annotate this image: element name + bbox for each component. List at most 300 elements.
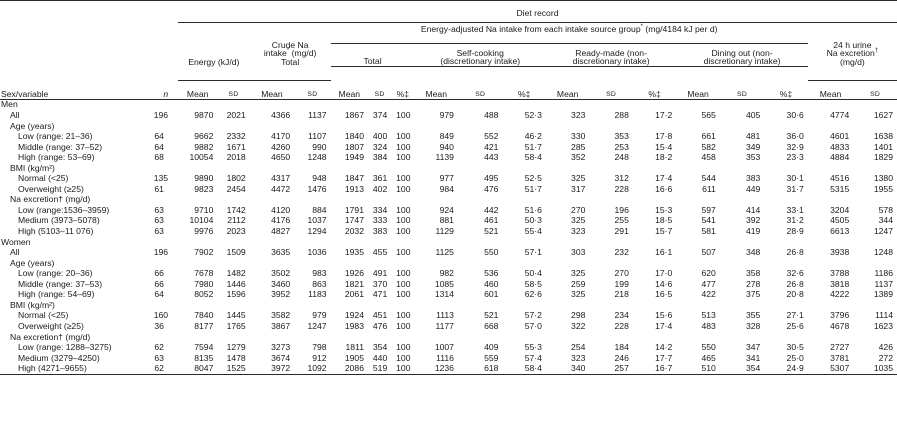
cell-value: 57·0 xyxy=(524,320,542,331)
cell-value: 248 xyxy=(614,152,629,163)
cell-value xyxy=(502,332,545,343)
cell-value: 270 xyxy=(614,268,629,279)
cell-value xyxy=(676,332,719,343)
cell-value: 1279 xyxy=(226,342,246,353)
cell-value: 323 xyxy=(571,226,586,237)
cell-value: 495 xyxy=(484,173,499,184)
cell-n: 196 xyxy=(153,110,169,121)
cell-value xyxy=(368,99,391,110)
cell-value: 5315 xyxy=(830,183,850,194)
cell-value xyxy=(391,121,414,132)
cell-value xyxy=(415,332,458,343)
col-crude-mean: Mean xyxy=(250,80,294,99)
cell-value: 565 xyxy=(701,110,716,121)
cell-value xyxy=(217,194,249,205)
col-ready-sd: SD xyxy=(589,80,632,99)
cell-value xyxy=(676,258,719,269)
cell-value: 1905 xyxy=(344,352,364,363)
cell-value: 349 xyxy=(745,141,761,152)
cell-value: 1840 xyxy=(344,131,364,142)
cell-value xyxy=(217,121,249,132)
cell-value xyxy=(502,121,545,132)
cell-value: 912 xyxy=(312,352,327,363)
cell-value xyxy=(764,237,807,248)
cell-value: 1791 xyxy=(344,204,364,215)
cell-value: 979 xyxy=(439,110,454,121)
row-label: Overweight (≥25) xyxy=(18,320,84,331)
col-total-pct: %‡ xyxy=(391,80,414,99)
cell-value xyxy=(589,258,632,269)
col-total-mean: Mean xyxy=(331,80,368,99)
cell-value xyxy=(250,332,294,343)
cell-value xyxy=(546,194,589,205)
cell-value: 924 xyxy=(439,204,454,215)
cell-value: 1007 xyxy=(434,342,454,353)
cell-value: 940 xyxy=(439,141,454,152)
cell-value: 409 xyxy=(484,342,499,353)
cell-value: 7980 xyxy=(194,278,214,289)
cell-value: 1186 xyxy=(874,268,893,279)
cell-value: 354 xyxy=(372,342,388,353)
row-label: Men xyxy=(1,99,18,110)
cell-value: 1525 xyxy=(217,363,249,374)
cell-value: 461 xyxy=(484,215,499,226)
cell-value: 46·2 xyxy=(524,131,542,142)
cell-value: 354 xyxy=(720,363,764,374)
cell-value xyxy=(546,121,589,132)
cell-n xyxy=(154,194,178,205)
cell-value: 28·9 xyxy=(786,226,804,237)
cell-value: 246 xyxy=(614,352,629,363)
cell-value: 1935 xyxy=(344,247,364,258)
row-label: BMI (kg/m²) xyxy=(10,162,55,173)
cell-value: 340 xyxy=(546,363,589,374)
cell-value: 20·8 xyxy=(786,289,804,300)
cell-value: 2332 xyxy=(226,131,246,142)
cell-value: 324 xyxy=(372,141,388,152)
cell-value: 383 xyxy=(372,226,388,237)
cell-value: 333 xyxy=(372,215,388,226)
table-row xyxy=(0,363,897,374)
cell-value xyxy=(808,300,854,311)
cell-value: 4833 xyxy=(830,141,850,152)
cell-value: 100 xyxy=(396,352,411,363)
cell-value: 278 xyxy=(745,278,761,289)
cell-value xyxy=(217,237,249,248)
cell-value: 1401 xyxy=(873,141,893,152)
cell-value: 4472 xyxy=(271,183,291,194)
cell-value: 1926 xyxy=(344,268,364,279)
cell-value xyxy=(294,300,330,311)
cell-value xyxy=(458,121,502,132)
cell-value: 50·4 xyxy=(524,268,542,279)
cell-value: 948 xyxy=(312,173,327,184)
cell-value: 2454 xyxy=(226,183,246,194)
cell-value: 443 xyxy=(484,152,499,163)
cell-value: 521 xyxy=(484,226,499,237)
cell-value xyxy=(546,163,589,174)
cell-value: 353 xyxy=(614,131,629,142)
col-urine-mean: Mean xyxy=(808,80,854,99)
cell-value: 442 xyxy=(484,204,499,215)
cell-value: 1294 xyxy=(307,226,327,237)
cell-value: 16·5 xyxy=(655,289,673,300)
header-diet-record: Diet record xyxy=(178,1,897,23)
row-label: Low (range: 21–36) xyxy=(18,131,93,142)
cell-value: 1248 xyxy=(307,152,327,163)
cell-value: 9976 xyxy=(194,226,214,237)
cell-value xyxy=(589,163,632,174)
col-energy-sd: SD xyxy=(217,80,249,99)
row-label: Women xyxy=(1,236,31,247)
cell-value xyxy=(458,163,502,174)
cell-value xyxy=(294,163,330,174)
section-row xyxy=(0,332,897,343)
cell-value xyxy=(720,300,764,311)
cell-n: 64 xyxy=(154,141,164,152)
cell-value: 23·3 xyxy=(786,152,804,163)
row-label: Low (range: 20–36) xyxy=(18,268,93,279)
cell-value xyxy=(502,194,545,205)
cell-value: 232 xyxy=(614,247,629,258)
cell-value: 8177 xyxy=(194,320,214,331)
col-self-mean: Mean xyxy=(415,80,458,99)
row-label: BMI (kg/m²) xyxy=(10,299,55,310)
cell-value xyxy=(391,194,414,205)
cell-value xyxy=(589,99,632,110)
cell-value xyxy=(676,237,719,248)
header-dining-out: Dining out (non- discretionary intake) xyxy=(676,44,807,67)
cell-value xyxy=(853,237,897,248)
cell-value: 4650 xyxy=(271,152,291,163)
cell-value: 33·1 xyxy=(786,204,804,215)
cell-value xyxy=(368,300,391,311)
cell-value: 323 xyxy=(571,352,586,363)
cell-value xyxy=(294,258,330,269)
cell-value xyxy=(676,300,719,311)
cell-value: 16·7 xyxy=(633,363,676,374)
cell-value xyxy=(294,121,330,132)
cell-value: 521 xyxy=(484,310,499,321)
section-row xyxy=(0,194,897,205)
cell-value: 9823 xyxy=(194,183,214,194)
cell-value xyxy=(853,99,897,110)
cell-value: 325 xyxy=(571,268,586,279)
cell-value: 270 xyxy=(571,204,586,215)
cell-value: 18·2 xyxy=(655,152,673,163)
cell-value xyxy=(415,163,458,174)
cell-value xyxy=(502,163,545,174)
cell-value: 3204 xyxy=(830,204,850,215)
cell-value xyxy=(546,258,589,269)
cell-value: 990 xyxy=(312,141,327,152)
cell-n: 63 xyxy=(154,204,164,215)
cell-value: 1765 xyxy=(226,320,246,331)
cell-value xyxy=(368,332,391,343)
cell-value xyxy=(458,332,502,343)
cell-n: 61 xyxy=(154,183,164,194)
row-label: Age (years) xyxy=(10,120,55,131)
cell-n: 66 xyxy=(154,268,164,279)
cell-value xyxy=(502,300,545,311)
cell-value: 2023 xyxy=(226,226,246,237)
section-row xyxy=(0,121,897,132)
cell-value: 2061 xyxy=(344,289,364,300)
row-label: All xyxy=(10,247,20,258)
cell-value xyxy=(458,237,502,248)
cell-value: 100 xyxy=(396,268,411,279)
cell-value: 303 xyxy=(571,247,586,258)
cell-value: 254 xyxy=(571,342,586,353)
cell-value: 1829 xyxy=(873,152,893,163)
row-label: Normal (<25) xyxy=(18,173,69,184)
cell-value: 26·8 xyxy=(786,247,804,258)
cell-value: 100 xyxy=(396,204,411,215)
cell-value: 58·4 xyxy=(502,363,545,374)
cell-value: 1596 xyxy=(226,289,246,300)
cell-value xyxy=(764,163,807,174)
cell-n xyxy=(154,237,178,248)
table-row xyxy=(0,173,897,184)
cell-value: 4774 xyxy=(830,110,850,121)
cell-value: 451 xyxy=(372,310,388,321)
cell-value xyxy=(250,99,294,110)
cell-value: 1924 xyxy=(344,310,364,321)
cell-value: 2032 xyxy=(344,226,364,237)
cell-value: 16·6 xyxy=(655,183,673,194)
cell-value xyxy=(808,194,854,205)
cell-value: 100 xyxy=(396,131,411,142)
cell-value: 426 xyxy=(878,342,893,353)
cell-value: 1116 xyxy=(436,352,454,363)
cell-value xyxy=(415,258,458,269)
cell-value: 3972 xyxy=(250,363,294,374)
cell-value xyxy=(178,300,217,311)
cell-value xyxy=(217,300,249,311)
col-crude-sd: SD xyxy=(294,80,330,99)
cell-value xyxy=(853,194,897,205)
cell-n: 63 xyxy=(154,352,164,363)
cell-value: 1623 xyxy=(873,320,893,331)
cell-value xyxy=(294,237,330,248)
cell-value: 253 xyxy=(614,141,629,152)
cell-value xyxy=(217,258,249,269)
cell-value xyxy=(294,99,330,110)
cell-value: 9870 xyxy=(194,110,214,121)
cell-n xyxy=(154,121,178,132)
cell-value xyxy=(546,237,589,248)
cell-value: 52·5 xyxy=(524,173,542,184)
cell-value xyxy=(720,163,764,174)
cell-value: 15·7 xyxy=(655,226,673,237)
cell-value: 618 xyxy=(458,363,502,374)
cell-value: 661 xyxy=(701,131,716,142)
cell-value: 1236 xyxy=(415,363,458,374)
row-label: Low (range: 1288–3275) xyxy=(18,342,112,353)
cell-value: 1847 xyxy=(344,173,364,184)
cell-value xyxy=(808,237,854,248)
cell-value: 982 xyxy=(439,268,454,279)
cell-n: 66 xyxy=(154,278,164,289)
cell-value: 30·1 xyxy=(786,173,804,184)
cell-value: 17·7 xyxy=(655,352,673,363)
cell-value: 361 xyxy=(372,173,388,184)
cell-value xyxy=(391,237,414,248)
cell-value: 7678 xyxy=(194,268,214,279)
cell-value: 2112 xyxy=(227,215,246,226)
cell-value xyxy=(391,300,414,311)
cell-value: 519 xyxy=(368,363,391,374)
cell-value xyxy=(415,237,458,248)
row-label: Middle (range: 37–52) xyxy=(18,141,103,152)
cell-value xyxy=(853,121,897,132)
cell-value: 4516 xyxy=(830,173,850,184)
cell-value: 414 xyxy=(745,204,761,215)
cell-value: 2086 xyxy=(331,363,368,374)
cell-value: 383 xyxy=(745,173,761,184)
cell-value xyxy=(458,300,502,311)
cell-value: 100 xyxy=(396,278,411,289)
cell-value: 51·6 xyxy=(524,204,542,215)
cell-value xyxy=(331,163,368,174)
cell-value: 1913 xyxy=(344,183,364,194)
cell-value: 4222 xyxy=(830,289,850,300)
cell-value: 9882 xyxy=(194,141,214,152)
col-ready-mean: Mean xyxy=(546,80,589,99)
cell-value: 477 xyxy=(701,278,716,289)
cell-value: 9890 xyxy=(194,173,214,184)
cell-value: 507 xyxy=(701,247,716,258)
cell-value: 3952 xyxy=(271,289,291,300)
cell-n xyxy=(154,163,178,174)
table-row xyxy=(0,216,897,227)
cell-value: 611 xyxy=(702,183,716,194)
cell-value: 405 xyxy=(745,110,761,121)
cell-value xyxy=(633,300,676,311)
cell-value: 184 xyxy=(614,342,629,353)
row-label: Overweight (≥25) xyxy=(18,183,84,194)
cell-value: 30·6 xyxy=(786,110,804,121)
cell-value: 1949 xyxy=(344,152,364,163)
table-row xyxy=(0,205,897,216)
cell-value: 1314 xyxy=(434,289,454,300)
table-row xyxy=(0,247,897,258)
cell-value: 272 xyxy=(878,352,893,363)
cell-value: 6613 xyxy=(830,226,850,237)
cell-value: 979 xyxy=(312,310,327,321)
cell-value: 1092 xyxy=(294,363,330,374)
cell-value: 1509 xyxy=(226,247,246,258)
cell-value xyxy=(331,258,368,269)
cell-value: 10054 xyxy=(189,152,214,163)
cell-value: 544 xyxy=(701,173,716,184)
cell-value xyxy=(633,332,676,343)
cell-value: 100 xyxy=(396,152,411,163)
col-self-pct: %‡ xyxy=(502,80,545,99)
cell-value: 259 xyxy=(571,278,586,289)
cell-value: 100 xyxy=(396,173,411,184)
cell-value xyxy=(331,300,368,311)
cell-value: 550 xyxy=(484,247,499,258)
cell-value xyxy=(633,194,676,205)
cell-value xyxy=(415,300,458,311)
row-label: All xyxy=(10,110,20,121)
cell-value: 4678 xyxy=(830,320,850,331)
cell-value xyxy=(853,163,897,174)
cell-value: 3796 xyxy=(830,310,850,321)
cell-value: 58·5 xyxy=(524,278,542,289)
cell-value xyxy=(589,237,632,248)
cell-value xyxy=(764,332,807,343)
cell-value: 347 xyxy=(745,342,761,353)
cell-value: 14·6 xyxy=(655,278,673,289)
cell-value: 325 xyxy=(571,289,586,300)
cell-value: 100 xyxy=(396,310,411,321)
cell-value: 5307 xyxy=(808,363,854,374)
cell-value: 298 xyxy=(571,310,586,321)
cell-value: 849 xyxy=(439,131,454,142)
cell-value: 2021 xyxy=(226,110,246,121)
cell-value xyxy=(633,237,676,248)
cell-value: 491 xyxy=(372,268,388,279)
cell-value xyxy=(415,99,458,110)
cell-value: 32·6 xyxy=(786,268,804,279)
cell-value: 17·2 xyxy=(655,110,673,121)
cell-value xyxy=(676,163,719,174)
cell-value: 476 xyxy=(484,183,499,194)
cell-value: 55·4 xyxy=(524,226,542,237)
cell-value xyxy=(391,258,414,269)
cell-value: 218 xyxy=(614,289,629,300)
cell-value: 15·3 xyxy=(655,204,673,215)
row-label: Low (range:1536–3959) xyxy=(18,204,110,215)
table-row xyxy=(0,310,897,321)
cell-value: 1129 xyxy=(435,226,454,237)
cell-n: 160 xyxy=(153,310,169,321)
cell-value: 317 xyxy=(571,183,586,194)
cell-value: 1802 xyxy=(226,173,246,184)
cell-value: 884 xyxy=(312,204,327,215)
cell-value: 1247 xyxy=(873,226,893,237)
cell-value: 488 xyxy=(484,110,499,121)
cell-value: 100 xyxy=(396,289,411,300)
cell-value: 449 xyxy=(745,183,761,194)
cell-value: 255 xyxy=(614,215,629,226)
cell-value xyxy=(808,332,854,343)
cell-n xyxy=(154,300,178,311)
cell-value: 983 xyxy=(312,268,327,279)
cell-value: 481 xyxy=(745,131,761,142)
row-label: Na excretion† (mg/d) xyxy=(10,194,91,205)
table-row xyxy=(0,142,897,153)
cell-value: 25·6 xyxy=(786,320,804,331)
cell-value: 328 xyxy=(745,320,761,331)
cell-value xyxy=(764,258,807,269)
cell-value: 3635 xyxy=(271,247,291,258)
header-energy: Energy (kJ/d) xyxy=(188,56,240,67)
cell-value xyxy=(808,258,854,269)
cell-value xyxy=(178,237,217,248)
cell-value: 1183 xyxy=(308,289,327,300)
cell-value: 1125 xyxy=(435,247,454,258)
cell-value xyxy=(546,99,589,110)
cell-value: 51·7 xyxy=(524,183,542,194)
cell-value xyxy=(853,258,897,269)
table-row xyxy=(0,184,897,195)
cell-value: 1671 xyxy=(226,141,246,152)
cell-value: 541 xyxy=(701,215,716,226)
col-urine-sd: SD xyxy=(853,80,897,99)
